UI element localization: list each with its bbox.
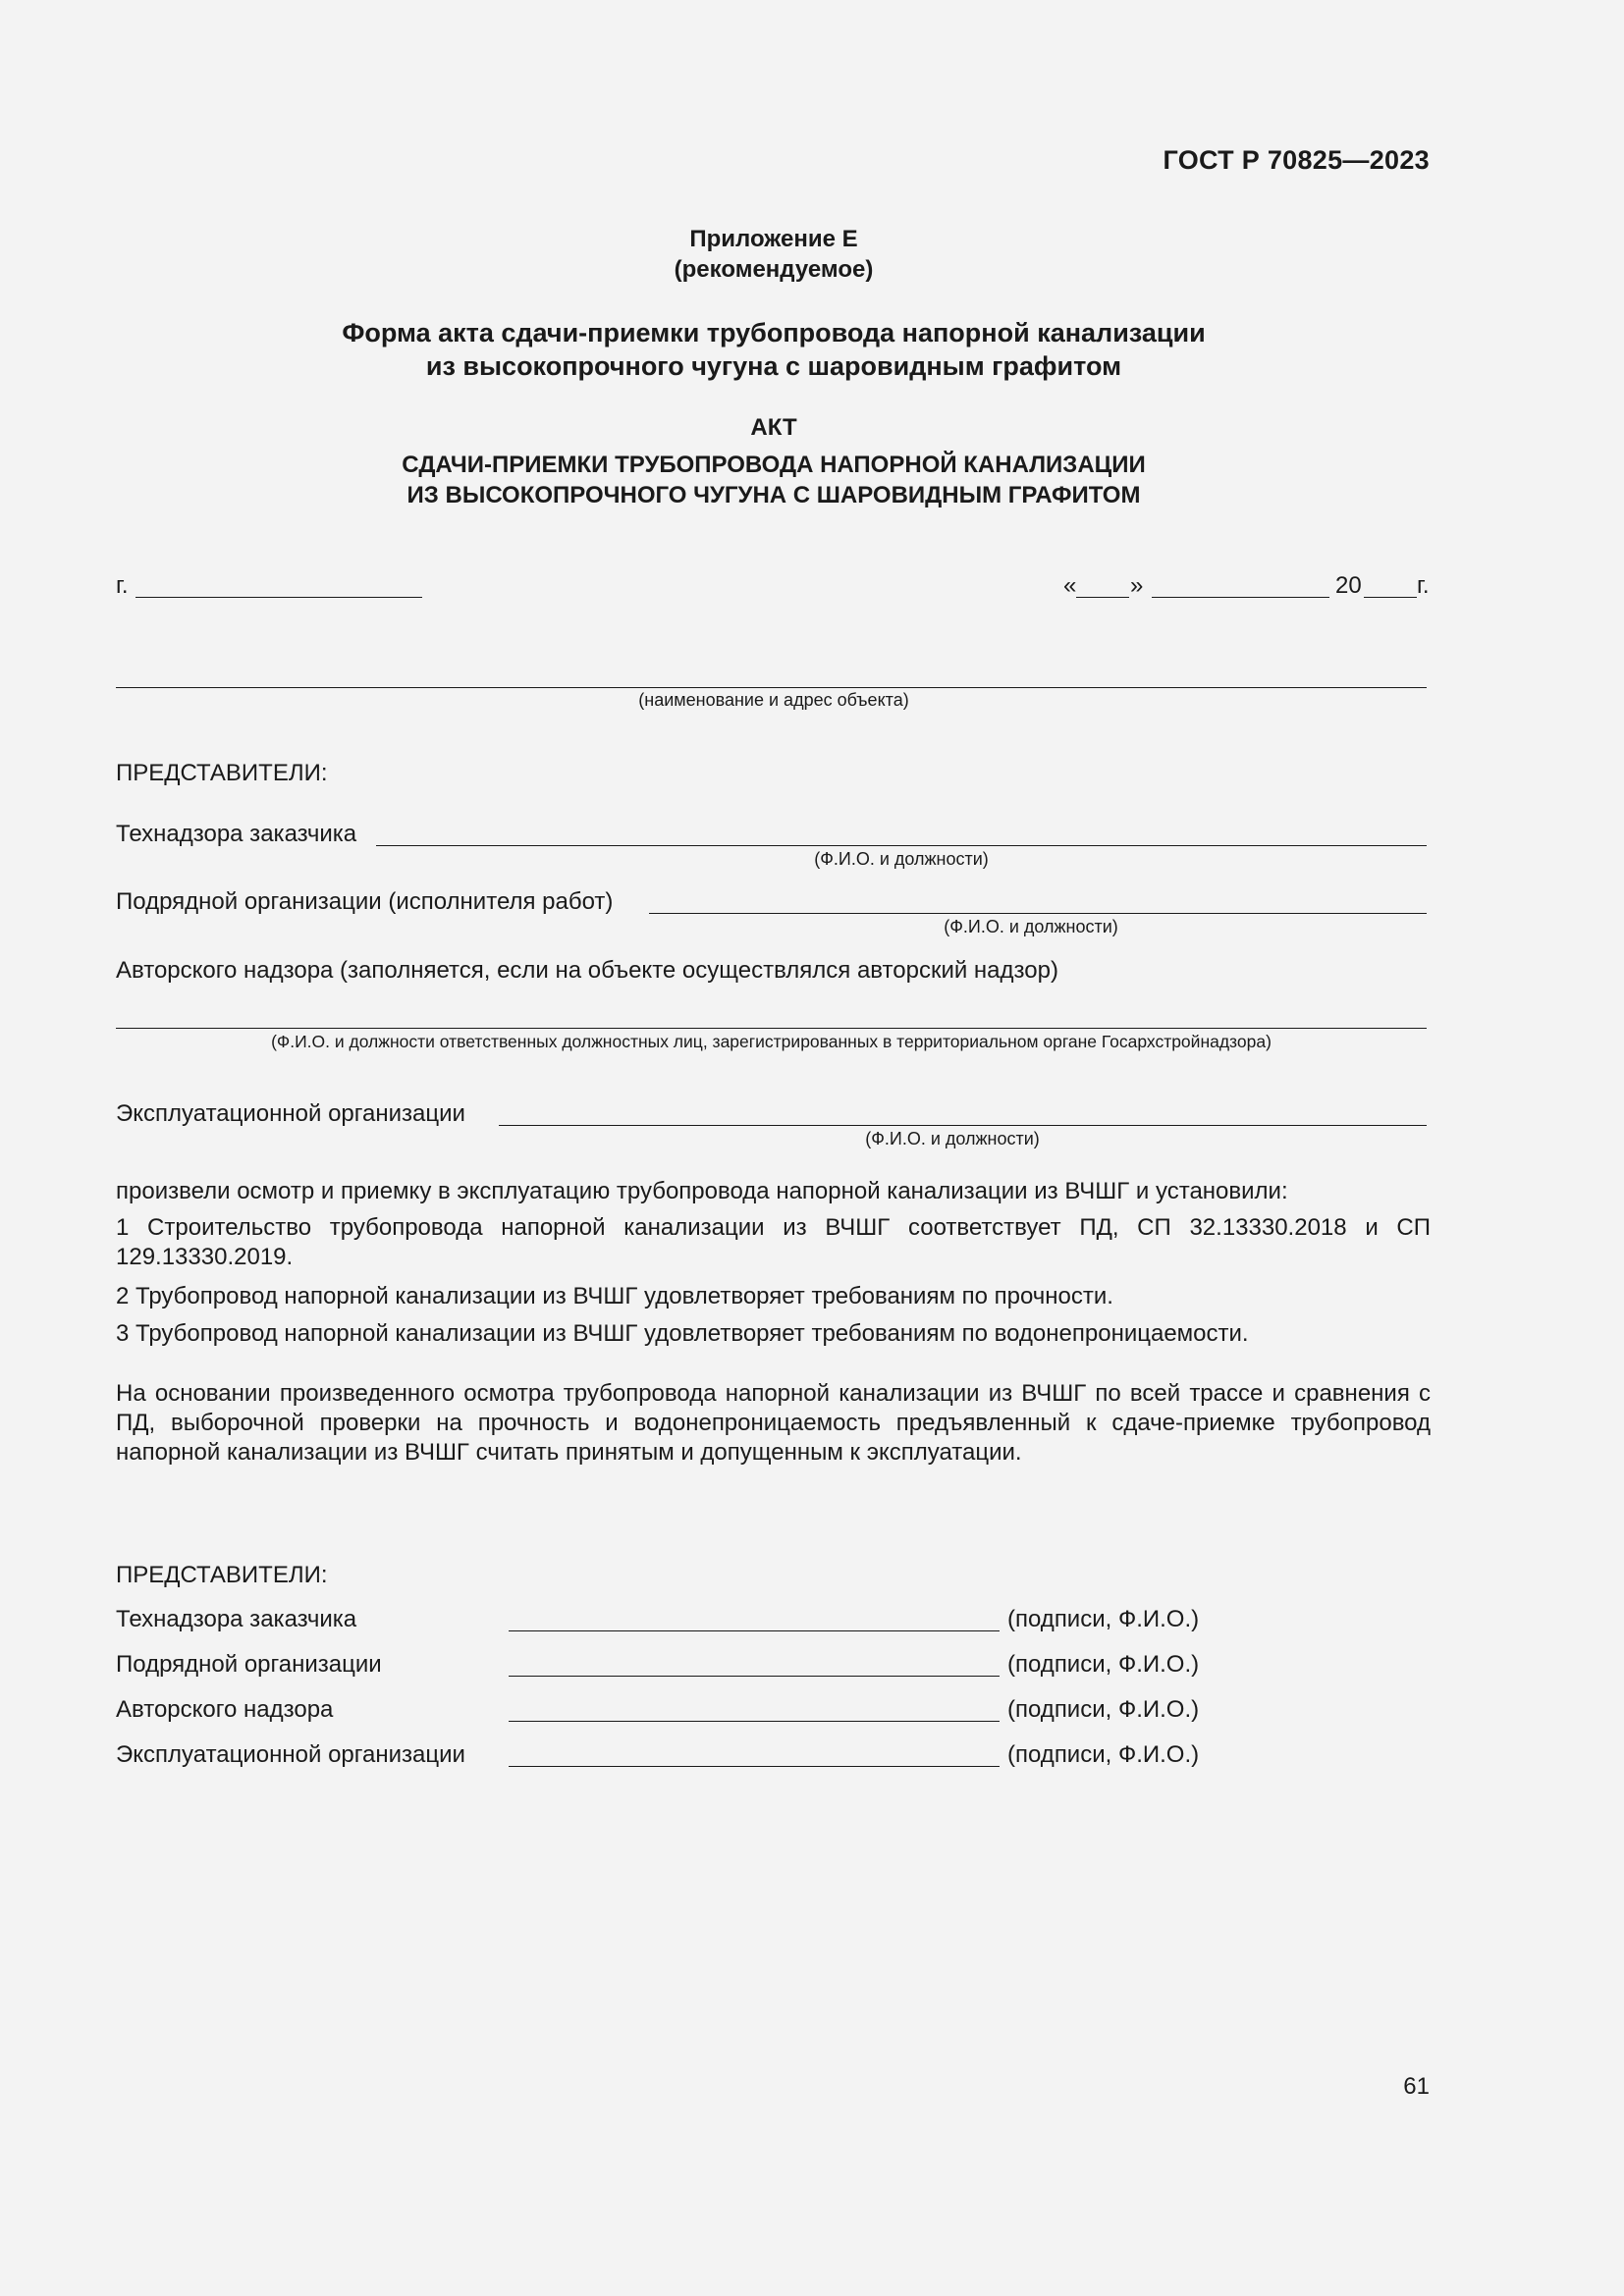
customer-caption: (Ф.И.О. и должности) [814,849,989,869]
act-subtitle-line1: СДАЧИ-ПРИЕМКИ ТРУБОПРОВОДА НАПОРНОЙ КАНАЛИЗАЦИИ [402,452,1146,478]
appendix-heading [0,224,1547,285]
representatives-heading: ПРЕДСТАВИТЕЛИ: [116,760,328,786]
date-year-suffix: г. [1417,572,1430,599]
date-year-prefix: 20 [1335,572,1362,599]
appendix-kind: (рекомендуемое) [674,256,874,283]
signature-note: (подписи, Ф.И.О.) [1007,1741,1200,1768]
author-label: Авторского надзора (заполняется, если на объекте осуществлялся авторский надзор) [116,957,1058,984]
act-subtitle [0,450,1547,510]
date-quote-open: « [1063,572,1077,599]
date-year-field[interactable] [1364,597,1417,598]
appendix-title: Приложение Е [689,226,858,252]
signature-note: (подписи, Ф.И.О.) [1007,1696,1200,1723]
signature-row-operator [116,1740,1392,1770]
signature-label: Подрядной организации [116,1651,382,1678]
operator-caption: (Ф.И.О. и должности) [865,1129,1040,1148]
signature-note: (подписи, Ф.И.О.) [1007,1606,1200,1632]
operator-label: Эксплуатационной организации [116,1100,465,1127]
contractor-label: Подрядной организации (исполнителя работ) [116,888,614,915]
contractor-caption: (Ф.И.О. и должности) [944,917,1118,936]
author-caption: (Ф.И.О. и должности ответственных должностных лиц, зарегистрированных в территориальном органе Госархстройнадзора) [271,1032,1272,1051]
date-day-field[interactable] [1076,597,1129,598]
finding-item-1: 1 Строительство трубопровода напорной канализации из ВЧШГ соответствует ПД, СП 32.13330.2018 и СП 129.13330.2019. [116,1214,1431,1270]
contractor-field[interactable] [649,913,1427,914]
city-field[interactable] [135,597,422,598]
date-month-field[interactable] [1152,597,1329,598]
signature-field[interactable] [509,1721,1000,1722]
signature-label: Авторского надзора [116,1696,334,1723]
standard-code: ГОСТ Р 70825—2023 [1163,145,1430,175]
signature-row-author [116,1695,1392,1725]
form-title-line2: из высокопрочного чугуна с шаровидным графитом [425,351,1122,381]
signature-field[interactable] [509,1766,1000,1767]
act-title: АКТ [750,414,797,441]
signature-row-customer [116,1605,1392,1634]
signature-note: (подписи, Ф.И.О.) [1007,1651,1200,1678]
date-quote-close: » [1130,572,1144,599]
signature-label: Эксплуатационной организации [116,1741,465,1768]
conclusion-paragraph: На основании произведенного осмотра трубопровода напорной канализации из ВЧШГ по всей трассе и сравнения с ПД, выборочной проверки на прочность и водонепроницаемость предъявленный к сдаче-приемке трубопровод напорной канализации из ВЧШГ считать принятым и допущенным к эксплуатации. [116,1380,1431,1466]
customer-label: Технадзора заказчика [116,821,357,847]
page-number: 61 [1403,2073,1430,2100]
form-title-line1: Форма акта сдачи-приемки трубопровода напорной канализации [342,318,1206,347]
finding-item-2: 2 Трубопровод напорной канализации из ВЧШГ удовлетворяет требованиям по прочности. [116,1283,1113,1309]
signature-field[interactable] [509,1676,1000,1677]
signature-field[interactable] [509,1630,1000,1631]
signatures-heading: ПРЕДСТАВИТЕЛИ: [116,1562,328,1588]
operator-field[interactable] [499,1125,1427,1126]
object-name-field[interactable] [116,687,1427,688]
customer-field[interactable] [376,845,1427,846]
city-prefix: г. [116,572,129,599]
finding-item-3: 3 Трубопровод напорной канализации из ВЧШГ удовлетворяет требованиям по водонепроницаемости. [116,1320,1249,1347]
author-field[interactable] [116,1028,1427,1029]
intro-paragraph: произвели осмотр и приемку в эксплуатацию трубопровода напорной канализации из ВЧШГ и установили: [116,1178,1288,1204]
object-caption: (наименование и адрес объекта) [638,690,909,710]
act-subtitle-line2: ИЗ ВЫСОКОПРОЧНОГО ЧУГУНА С ШАРОВИДНЫМ ГРАФИТОМ [406,482,1141,508]
signature-label: Технадзора заказчика [116,1606,357,1632]
form-title [0,316,1547,383]
signature-row-contractor [116,1650,1392,1680]
